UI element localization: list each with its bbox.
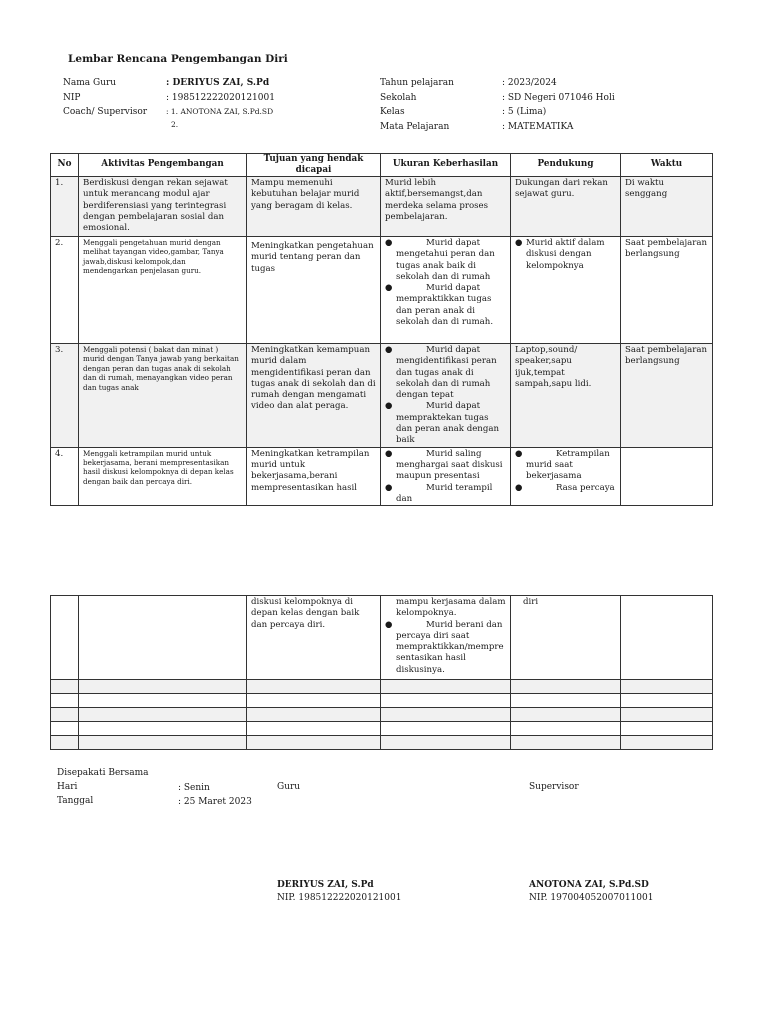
bullet-icon: ● <box>385 345 393 355</box>
row-aktivitas: Berdiskusi dengan rekan sejawat untuk merancang modul ajar berdiferensiasi yang terintegrasi dengan pembelajaran sosial dan emosional. <box>79 177 247 237</box>
info-right-labels <box>380 76 454 134</box>
row-no: 3. <box>51 344 79 448</box>
header-aktivitas: Aktivitas Pengembangan <box>79 154 247 177</box>
header-tujuan: Tujuan yang hendak dicapai <box>247 154 381 177</box>
document-title: Lembar Rencana Pengembangan Diri <box>68 53 288 65</box>
row-ukuran: Murid lebih aktif,bersemangst,dan merdeka selama proses pembelajaran. <box>381 177 511 237</box>
row-tujuan: Mampu memenuhi kebutuhan belajar murid yang beragam di kelas. <box>247 177 381 237</box>
coach-value-2: 2. <box>171 120 179 129</box>
tanggal-label: Tanggal <box>57 796 94 806</box>
row-pendukung <box>511 447 621 505</box>
coach-label: Coach/ Supervisor <box>63 107 148 117</box>
nama-guru-label: Nama Guru <box>63 78 117 88</box>
tahun-label: Tahun pelajaran <box>380 78 454 88</box>
pendukung-bullet-item: ● Murid aktif dalam diskusi dengan kelompoknya <box>515 238 605 271</box>
bullet-icon: ● <box>385 619 393 630</box>
guru-label: Guru <box>277 782 301 792</box>
row-tujuan: Meningkatkan ketrampilan murid untuk bekerjasama,berani mempresentasikan hasil <box>247 447 381 505</box>
row-no: 2. <box>51 237 79 344</box>
header-waktu: Waktu <box>621 154 713 177</box>
table-header-row <box>51 154 713 177</box>
row-waktu: Di waktu senggang <box>621 177 713 237</box>
tanggal-value: : 25 Maret 2023 <box>178 797 252 807</box>
ukuran-bullet-item: ● Murid dapat mempraktekan tugas dan peran anak dengan baik <box>385 401 499 446</box>
development-plan-table <box>50 153 713 506</box>
bullet-icon: ● <box>515 448 523 459</box>
row-aktivitas: Menggali ketrampilan murid untuk bekerjasama, berani mempresentasikan hasil diskusi kelompoknya di depan kelas dengan baik dan percaya diri. <box>79 447 247 505</box>
ukuran-bullet-item: ● Murid saling menghargai saat diskusi maupun presentasi <box>385 448 503 482</box>
nama-guru-value: : DERIYUS ZAI, S.Pd <box>166 78 270 88</box>
bullet-icon: ● <box>385 482 393 493</box>
info-right-values <box>502 76 615 134</box>
pendukung-bullet-item: ● Ketrampilan murid saat bekerjasama <box>515 448 610 482</box>
tahun-value: : 2023/2024 <box>502 78 557 88</box>
bullet-icon: ● <box>515 482 523 493</box>
row-aktivitas: Menggali potensi ( bakat dan minat ) murid dengan Tanya jawab yang berkaitan dengan peran dan tugas anak di sekolah dan di rumah, menayangkan video peran dan tugas anak <box>79 344 247 448</box>
table-row <box>51 344 713 448</box>
sekolah-value: : SD Negeri 071046 Holi <box>502 92 615 103</box>
empty-row <box>51 736 713 750</box>
row-pendukung: diri <box>511 596 621 680</box>
bullet-icon: ● <box>385 283 393 294</box>
table-row <box>51 596 713 680</box>
ukuran-bullet-item: ● Murid dapat mengidentifikasi peran dan tugas anak di sekolah dan di rumah dengan tepat <box>385 345 497 401</box>
row-pendukung: Laptop,sound/ speaker,sapu ijuk,tempat sampah,sapu lidi. <box>511 344 621 448</box>
row-waktu: Saat pembelajaran berlangsung <box>621 237 713 344</box>
bullet-icon: ● <box>515 238 523 248</box>
row-ukuran <box>381 447 511 505</box>
row-ukuran <box>381 344 511 448</box>
header-ukuran: Ukuran Keberhasilan <box>381 154 511 177</box>
supervisor-signature-name: ANOTONA ZAI, S.Pd.SD <box>529 880 649 890</box>
bullet-icon: ● <box>385 238 393 248</box>
agreement-label: Disepakati Bersama <box>57 768 149 778</box>
bullet-icon: ● <box>385 448 393 459</box>
guru-nip: NIP. 198512222020121001 <box>277 893 402 903</box>
nip-value: : 198512222020121001 <box>166 92 275 103</box>
info-left-values <box>166 76 275 131</box>
empty-row <box>51 722 713 736</box>
ukuran-bullet-item: ● Murid terampil dan <box>385 482 493 504</box>
bullet-icon: ● <box>385 401 393 412</box>
row-waktu: Saat pembelajaran berlangsung <box>621 344 713 448</box>
empty-row <box>51 694 713 708</box>
sekolah-label: Sekolah <box>380 92 417 103</box>
empty-row <box>51 708 713 722</box>
ukuran-bullet-item: ● Murid berani dan percaya diri saat mempraktikkan/mempre sentasikan hasil diskusinya. <box>385 619 504 675</box>
coach-value-1: : 1. ANOTONA ZAI, S.Pd.SD <box>166 107 274 116</box>
row-ukuran <box>381 237 511 344</box>
mapel-label: Mata Pelajaran <box>380 121 450 132</box>
table-row <box>51 177 713 237</box>
guru-signature-name: DERIYUS ZAI, S.Pd <box>277 880 374 890</box>
kelas-value: : 5 (Lima) <box>502 107 547 117</box>
row-no: 1. <box>51 177 79 237</box>
row-aktivitas: Menggali pengetahuan murid dengan melihat tayangan video,gambar, Tanya jawab,diskusi kelompok,dan mendengarkan penjelasan guru. <box>79 237 247 344</box>
empty-row <box>51 680 713 694</box>
row-tujuan: diskusi kelompoknya di depan kelas dengan baik dan percaya diri. <box>247 596 381 680</box>
row-tujuan: Meningkatkan kemampuan murid dalam mengidentifikasi peran dan tugas anak di sekolah dan di rumah dengan mengamati video dan alat peraga. <box>247 344 381 448</box>
table-row <box>51 447 713 505</box>
kelas-label: Kelas <box>380 107 405 117</box>
mapel-value: : MATEMATIKA <box>502 121 574 132</box>
hari-value: : Senin <box>178 783 210 793</box>
continuation-table <box>50 595 713 750</box>
header-pendukung: Pendukung <box>511 154 621 177</box>
hari-label: Hari <box>57 782 78 792</box>
supervisor-nip: NIP. 197004052007011001 <box>529 893 654 903</box>
table-row <box>51 237 713 344</box>
row-ukuran <box>381 596 511 680</box>
info-left-labels <box>63 76 147 120</box>
row-waktu <box>621 447 713 505</box>
ukuran-bullet-item: ● Murid dapat mempraktikkan tugas dan peran anak di sekolah dan di rumah. <box>385 283 494 328</box>
row-tujuan: Meningkatkan pengetahuan murid tentang peran dan tugas <box>247 237 381 344</box>
row-pendukung <box>511 237 621 344</box>
ukuran-bullet-item: ● Murid dapat mengetahui peran dan tugas anak baik di sekolah dan di rumah <box>385 238 495 282</box>
supervisor-label: Supervisor <box>529 782 579 792</box>
nip-label: NIP <box>63 92 81 103</box>
ukuran-continued: mampu kerjasama dalam kelompoknya. <box>396 597 506 619</box>
row-pendukung: Dukungan dari rekan sejawat guru. <box>511 177 621 237</box>
row-no: 4. <box>51 447 79 505</box>
header-no: No <box>51 154 79 177</box>
pendukung-bullet-item: ● Rasa percaya <box>515 482 615 493</box>
